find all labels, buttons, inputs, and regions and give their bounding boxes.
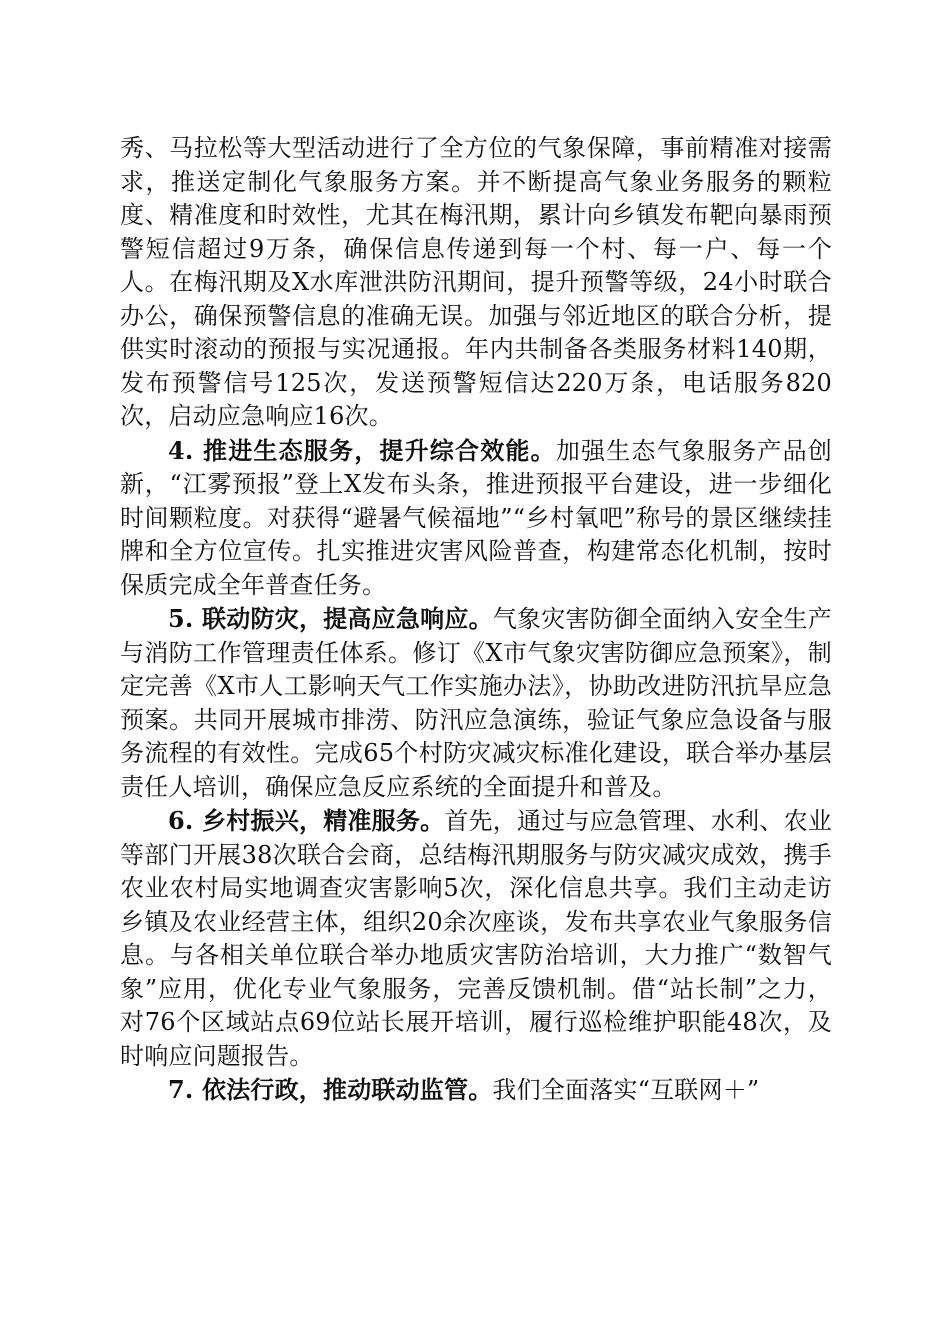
paragraph-5-body: 我们全面落实“互联网＋” [492, 1076, 760, 1104]
paragraph-4-body: 首先，通过与应急管理、水利、农业等部门开展38次联合会商，总结梅汛期服务与防灾减灾成效，携手农业农村局实地调查灾害影响5次，深化信息共享。我们主动走访乡镇及农业经营主体，组织20余次座谈，发布共享农业气象服务信息。与各相关单位联合举办地质灾害防治培训，大力推广“数智气象”应用，优化专业气象服务，完善反馈机制。借“站长制”之力，对76个区域站点69位站长展开培训，履行巡检维护职能48次，及时响应问题报告。 [120, 807, 832, 1070]
paragraph-1-body: 秀、马拉松等大型活动进行了全方位的气象保障，事前精准对接需求，推送定制化气象服务方案。并不断提高气象业务服务的颗粒度、精准度和时效性，尤其在梅汛期，累计向乡镇发布靶向暴雨预警短信超过9万条，确保信息传递到每一个村、每一户、每一个人。在梅汛期及X水库泄洪防汛期间，提升预警等级，24小时联合办公，确保预警信息的准确无误。加强与邻近地区的联合分析，提供实时滚动的预报与实况通报。年内共制备各类服务材料140期，发布预警信号125次，发送预警短信达220万条，电话服务820次，启动应急响应16次。 [120, 134, 832, 430]
paragraph-2 [120, 434, 832, 603]
paragraph-4 [120, 804, 832, 1073]
paragraph-4-heading: 6. 乡村振兴，精准服务。 [168, 806, 445, 835]
paragraph-3-body: 气象灾害防御全面纳入安全生产与消防工作管理责任体系。修订《X市气象灾害防御应急预案》，制定完善《X市人工影响天气工作实施办法》，协助改进防汛抗旱应急预案。共同开展城市排涝、防汛应急演练，验证气象应急设备与服务流程的有效性。完成65个村防灾减灾标准化建设，联合举办基层责任人培训，确保应急反应系统的全面提升和普及。 [120, 605, 832, 801]
paragraph-3-heading: 5. 联动防灾，提高应急响应。 [168, 604, 493, 633]
paragraph-5-heading: 7. 依法行政，推动联动监管。 [168, 1075, 493, 1104]
paragraph-1 [120, 131, 832, 434]
paragraph-2-heading: 4. 推进生态服务，提升综合效能。 [168, 435, 556, 465]
document-body [120, 131, 832, 1108]
paragraph-3 [120, 602, 832, 804]
paragraph-2-body: 加强生态气象服务产品创新，“江雾预报”登上X发布头条，推进预报平台建设，进一步细化时间颗粒度。对获得“避暑气候福地”“乡村氧吧”称号的景区继续挂牌和全方位宣传。扎实推进灾害风险普查，构建常态化机制，按时保质完成全年普查任务。 [120, 436, 833, 599]
paragraph-5 [120, 1073, 832, 1108]
